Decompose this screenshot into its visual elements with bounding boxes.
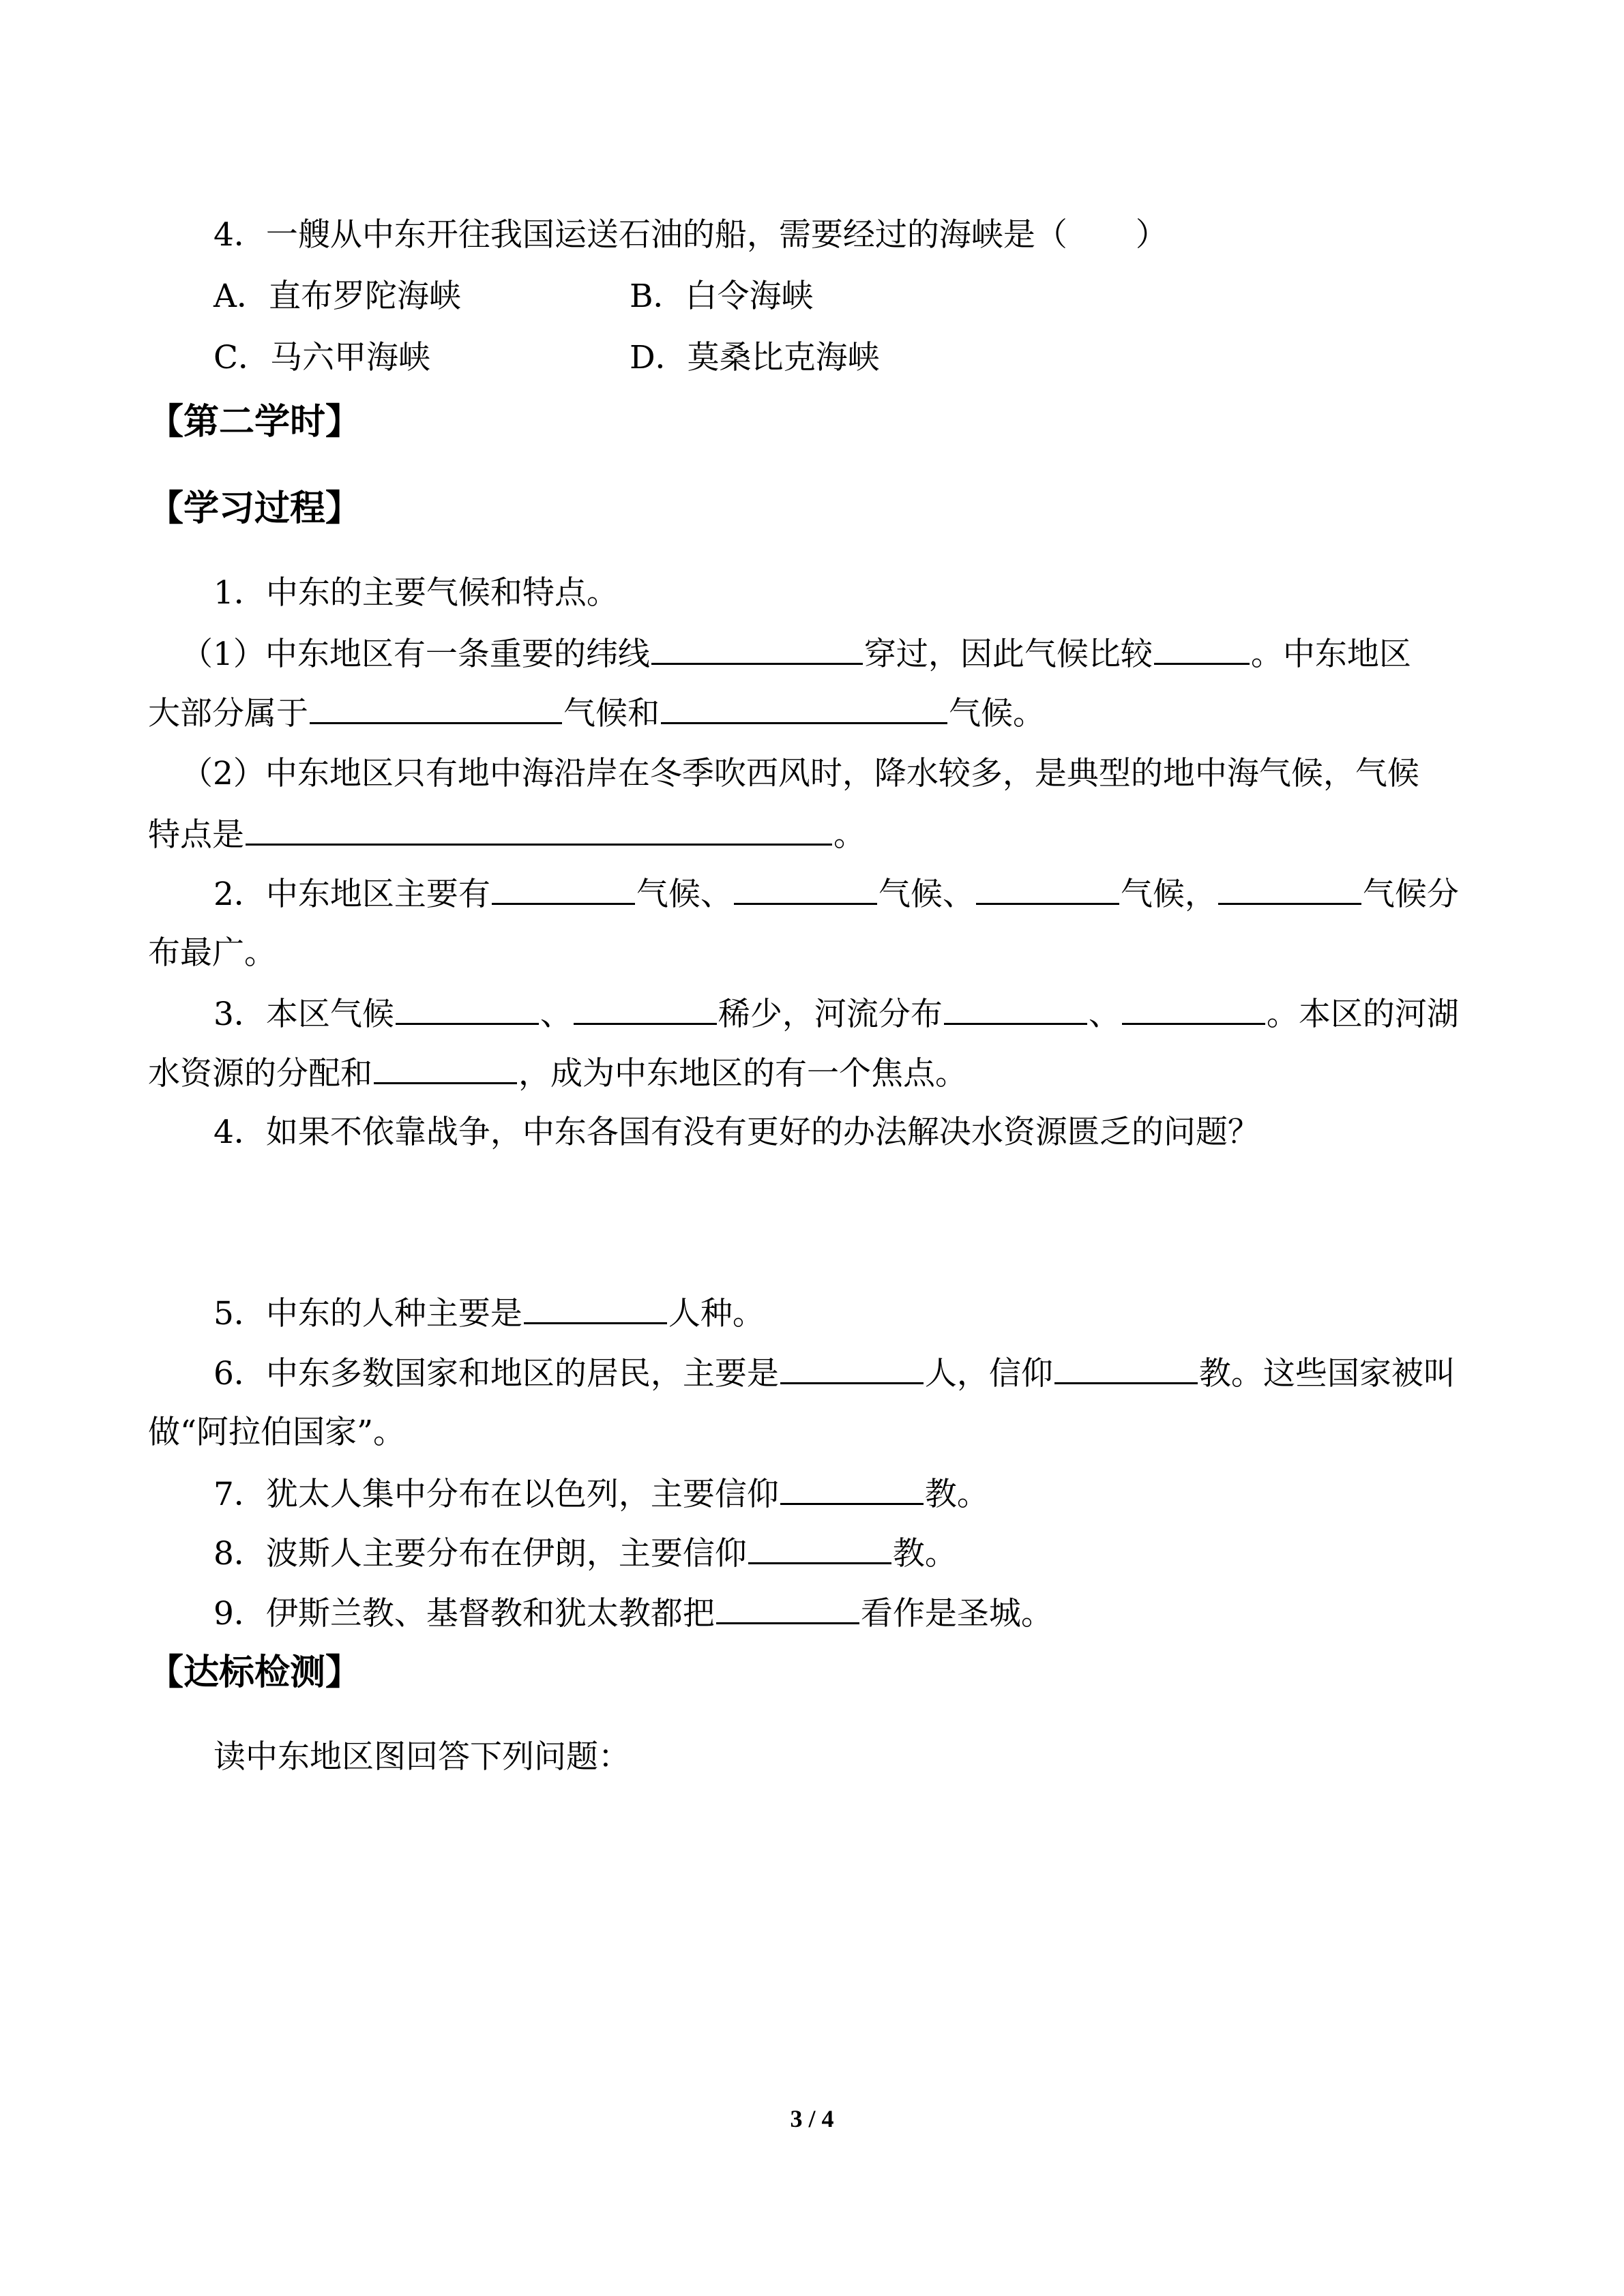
fill-blank[interactable] (748, 1532, 891, 1564)
fill-blank[interactable] (976, 873, 1119, 905)
item-1-1-line2: 大部分属于 气候和 气候。 (148, 692, 1045, 734)
fill-blank[interactable] (396, 993, 539, 1025)
question-4-stem: 4．一艘从中东开往我国运送石油的船，需要经过的海峡是（ ） (213, 216, 1168, 254)
page-number: 3 / 4 (790, 2105, 834, 2132)
fill-blank[interactable] (310, 692, 562, 724)
item-6-line2: 做“阿拉伯国家”。 (148, 1414, 406, 1451)
item-7: 7．犹太人集中分布在以色列，主要信仰 教。 (213, 1473, 989, 1515)
heading-target-check: 【达标检测】 (148, 1652, 361, 1693)
heading-second-lesson: 【第二学时】 (148, 402, 361, 443)
fill-blank[interactable] (574, 993, 717, 1025)
fill-blank[interactable] (1122, 993, 1265, 1025)
item-8: 8．波斯人主要分布在伊朗，主要信仰 教。 (213, 1532, 957, 1575)
item-1-1-line1: （1）中东地区有一条重要的纬线 穿过，因此气候比较 。中东地区 (181, 633, 1411, 675)
item-1-2-line1: （2）中东地区只有地中海沿岸在冬季吹西风时，降水较多，是典型的地中海气候，气候 (181, 755, 1419, 792)
item-2-line1: 2．中东地区主要有 气候、 气候、 气候， 气候分 (213, 873, 1459, 915)
item-6-line1: 6．中东多数国家和地区的居民，主要是 人，信仰 教。这些国家被叫 (213, 1352, 1456, 1395)
heading-learning-process: 【学习过程】 (148, 488, 361, 529)
fill-blank[interactable] (1154, 633, 1250, 665)
fill-blank[interactable] (734, 873, 877, 905)
item-3-line2: 水资源的分配和 ，成为中东地区的有一个焦点。 (148, 1052, 967, 1094)
item-2-line2: 布最广。 (148, 934, 276, 972)
option-a: A．直布罗陀海峡 (213, 278, 461, 315)
item-4: 4．如果不依靠战争，中东各国有没有更好的办法解决水资源匮乏的问题？ (213, 1114, 1260, 1151)
fill-blank[interactable] (651, 633, 863, 665)
fill-blank[interactable] (780, 1352, 924, 1384)
option-d: D．莫桑比克海峡 (630, 339, 880, 376)
fill-blank[interactable] (780, 1473, 924, 1505)
fill-blank[interactable] (944, 993, 1087, 1025)
item-5: 5．中东的人种主要是 人种。 (213, 1292, 765, 1335)
item-9: 9．伊斯兰教、基督教和犹太教都把 看作是圣城。 (213, 1592, 1053, 1635)
fill-blank[interactable] (492, 873, 635, 905)
fill-blank[interactable] (1054, 1352, 1198, 1384)
fill-blank[interactable] (661, 692, 947, 724)
fill-blank[interactable] (1218, 873, 1361, 905)
option-c: C．马六甲海峡 (213, 339, 430, 376)
check-intro: 读中东地区图回答下列问题： (213, 1738, 630, 1776)
item-1: 1．中东的主要气候和特点。 (213, 574, 619, 612)
fill-blank[interactable] (716, 1592, 859, 1624)
fill-blank[interactable] (524, 1292, 667, 1324)
item-1-2-line2: 特点是 。 (148, 814, 866, 856)
option-b: B．白令海峡 (630, 278, 814, 315)
fill-blank[interactable] (246, 814, 832, 846)
item-3-line1: 3．本区气候 、 稀少，河流分布 、 。本区的河湖 (213, 993, 1459, 1035)
fill-blank[interactable] (374, 1052, 517, 1084)
